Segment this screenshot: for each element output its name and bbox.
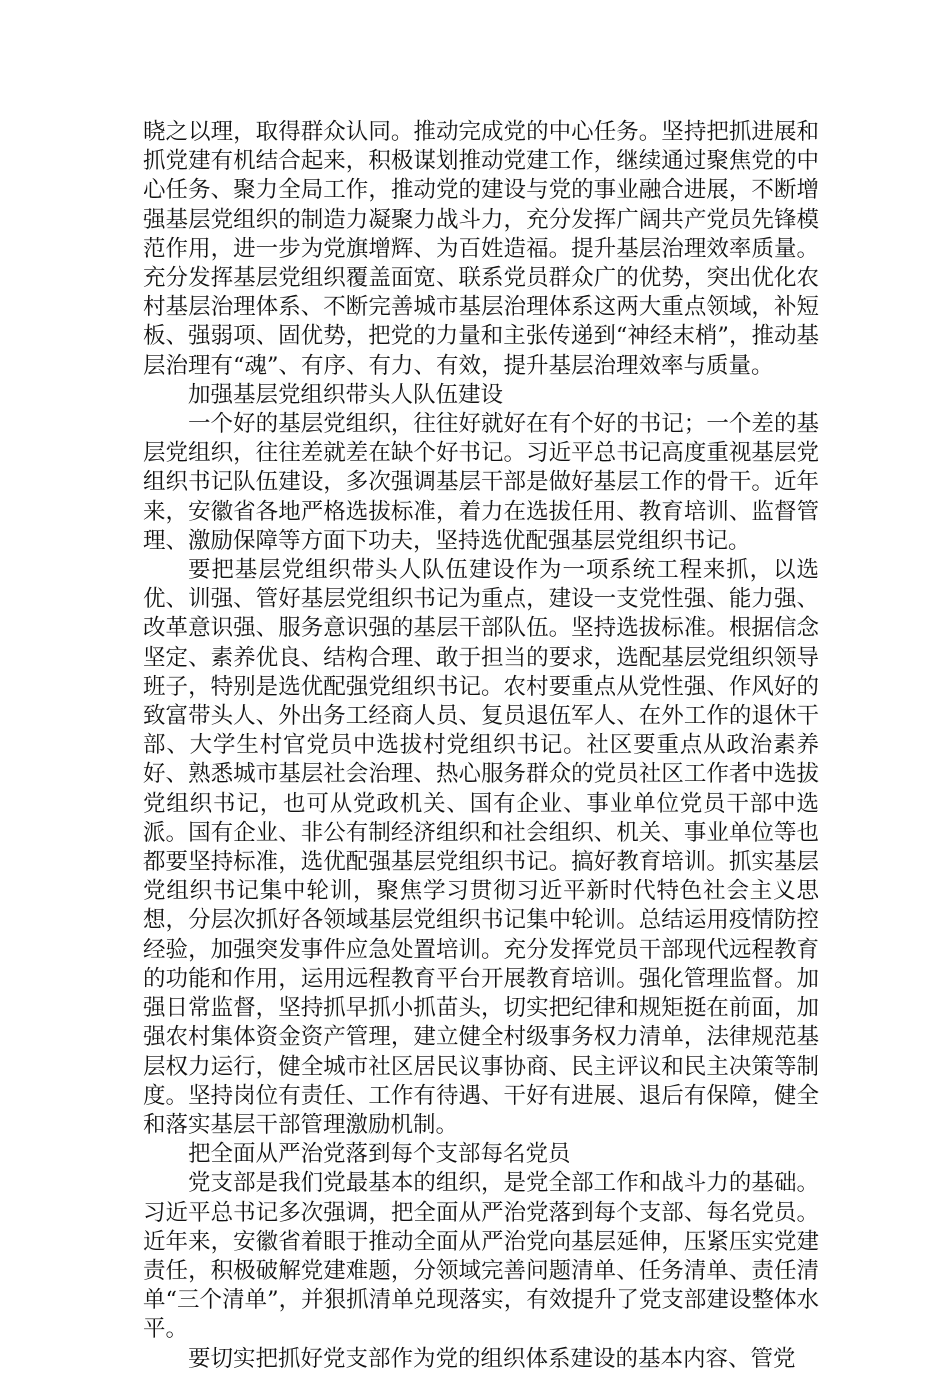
section-heading-1: 加强基层党组织带头人队伍建设: [188, 381, 504, 408]
body-paragraph-3: 要把基层党组织带头人队伍建设作为一项系统工程来抓，以选优、训强、管好基层党组织书记为重点，建设一支党性强、能力强、改革意识强、服务意识强的基层干部队伍。坚持选拔标准。根据信念坚定、素养优良、结构合理、敢于担当的要求，选配基层党组织领导班子，特别是选优配强党组织书记。农村要重点从党性强、作风好的致富带头人、外出务工经商人员、复员退伍军人、在外工作的退休干部、大学生村官党员中选拔村党组织书记。社区要重点从政治素养好、熟悉城市基层社会治理、热心服务群众的党员社区工作者中选拔党组织书记，也可从党政机关、国有企业、事业单位党员干部中选派。国有企业、非公有制经济组织和社会组织、机关、事业单位等也都要坚持标准，选优配强基层党组织书记。搞好教育培训。抓实基层党组织书记集中轮训，聚焦学习贯彻习近平新时代特色社会主义思想，分层次抓好各领域基层党组织书记集中轮训。总结运用疫情防控经验，加强突发事件应急处置培训。充分发挥党员干部现代远程教育的功能和作用，运用远程教育平台开展教育培训。强化管理监督。加强日常监督，坚持抓早抓小抓苗头，切实把纪律和规矩挺在前面，加强农村集体资金资产管理，建立健全村级事务权力清单，法律规范基层权力运行，健全城市社区居民议事协商、民主评议和民主决策等制度。坚持岗位有责任、工作有待遇、干好有进展、退后有保障，健全和落实基层干部管理激励机制。: [143, 557, 819, 1138]
body-paragraph-5: 要切实把抓好党支部作为党的组织体系建设的基本内容、管党: [188, 1345, 796, 1372]
body-paragraph-2: 一个好的基层党组织，往往好就好在有个好的书记；一个差的基层党组织，往往差就差在缺个好书记。习近平总书记高度重视基层党组织书记队伍建设，多次强调基层干部是做好基层工作的骨干。近年来，安徽省各地严格选拔标准，着力在选拔任用、教育培训、监督管理、激励保障等方面下功夫，坚持选优配强基层党组织书记。: [143, 411, 819, 554]
body-paragraph-1: 晓之以理，取得群众认同。推动完成党的中心任务。坚持把抓进展和抓党建有机结合起来，积极谋划推动党建工作，继续通过聚焦党的中心任务、聚力全局工作，推动党的建设与党的事业融合进展，不断增强基层党组织的制造力凝聚力战斗力，充分发挥广阔共产党员先锋模范作用，进一步为党旗增辉、为百姓造福。提升基层治理效率质量。充分发挥基层党组织覆盖面宽、联系党员群众广的优势，突出优化农村基层治理体系、不断完善城市基层治理体系这两大重点领域，补短板、强弱项、固优势，把党的力量和主张传递到“神经末梢”，推动基层治理有“魂”、有序、有力、有效，提升基层治理效率与质量。: [143, 119, 819, 379]
body-paragraph-4: 党支部是我们党最基本的组织，是党全部工作和战斗力的基础。习近平总书记多次强调，把全面从严治党落到每个支部、每名党员。近年来，安徽省着眼于推动全面从严治党向基层延伸，压紧压实党建责任，积极破解党建难题，分领域完善问题清单、任务清单、责任清单“三个清单”，并狠抓清单兑现落实，有效提升了党支部建设整体水平。: [143, 1170, 819, 1343]
document-body: [143, 118, 819, 1374]
section-heading-2: 把全面从严治党落到每个支部每名党员: [188, 1141, 571, 1168]
